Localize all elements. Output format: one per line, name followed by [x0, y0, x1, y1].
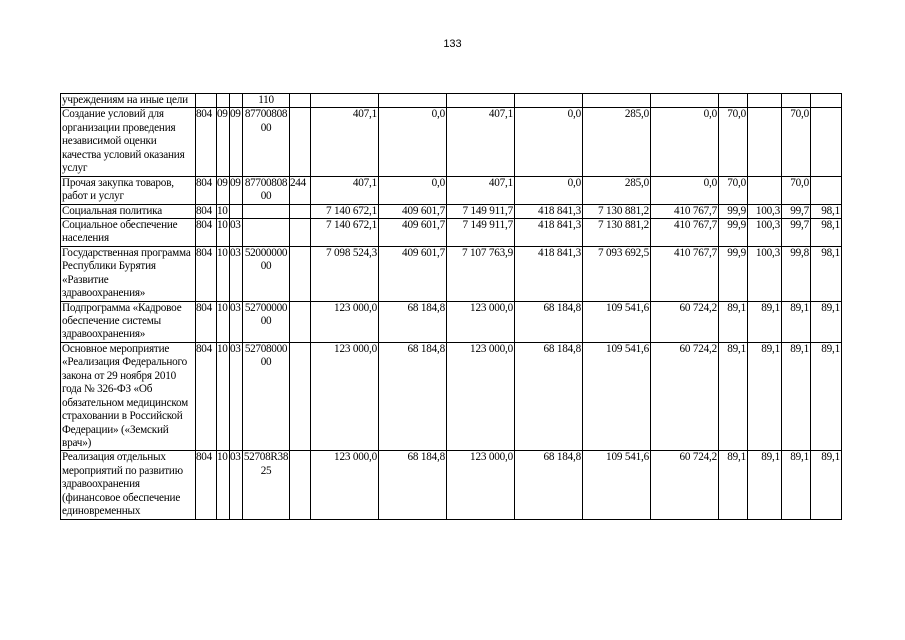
target-article-code-cell: 5270800000 [243, 342, 290, 451]
percent-plan-total-cell: 99,7 [782, 218, 811, 246]
percent-approved-total-cell: 99,9 [719, 204, 748, 218]
plan-total-cell: 123 000,0 [447, 342, 515, 451]
table-row [61, 451, 842, 519]
approved-federal-cell: 409 601,7 [379, 204, 447, 218]
grbs-code-cell [196, 94, 217, 108]
section-code-cell: 10 [217, 204, 228, 217]
table-row [61, 246, 842, 301]
percent-approved-federal-cell: 89,1 [748, 301, 782, 342]
section-code-cell: 10 [217, 218, 230, 246]
percent-plan-federal-cell [811, 94, 842, 108]
table-row [61, 176, 842, 204]
percent-plan-total-cell: 89,1 [782, 342, 811, 451]
subsection-code-cell [230, 94, 243, 108]
approved-federal-cell: 409 601,7 [379, 246, 447, 301]
table-row [61, 204, 842, 218]
expense-type-code-cell [290, 218, 311, 246]
approved-federal-cell [379, 94, 447, 108]
executed-federal-cell [651, 94, 719, 108]
percent-plan-total-cell: 70,0 [782, 176, 811, 204]
percent-approved-total-cell: 99,9 [719, 218, 748, 246]
executed-total-cell: 109 541,6 [583, 301, 651, 342]
table-row [61, 342, 842, 451]
subsection-code-cell [230, 204, 243, 218]
executed-federal-cell: 410 767,7 [651, 246, 719, 301]
executed-federal-cell: 410 767,7 [651, 204, 719, 218]
executed-total-cell: 285,0 [583, 176, 651, 204]
plan-total-cell: 7 107 763,9 [447, 246, 515, 301]
executed-federal-cell: 60 724,2 [651, 451, 719, 519]
percent-approved-federal-cell [748, 176, 782, 204]
target-article-code-cell: 110 [243, 94, 290, 108]
approved-total-cell: 7 140 672,1 [311, 218, 379, 246]
grbs-code-cell: 804 [196, 342, 217, 451]
approved-total-cell: 407,1 [311, 108, 379, 176]
executed-federal-cell: 0,0 [651, 176, 719, 204]
table-row [61, 94, 842, 108]
plan-federal-cell: 68 184,8 [515, 342, 583, 451]
row-name-cell: Реализация отдельных мероприятий по развитию здравоохранения (финансовое обеспечение единовременных [61, 451, 196, 519]
target-article-code-cell: 8770080800 [243, 108, 290, 176]
subsection-code-cell: 03 [230, 451, 243, 519]
percent-plan-total-cell: 99,7 [782, 204, 811, 218]
approved-total-cell [311, 94, 379, 108]
table-row [61, 108, 842, 176]
percent-approved-total-cell: 99,9 [719, 246, 748, 301]
grbs-code-cell: 804 [196, 451, 217, 519]
percent-plan-total-cell: 70,0 [782, 108, 811, 176]
expense-type-code-cell [290, 94, 311, 108]
row-name-cell: Социальное обеспечение населения [61, 218, 196, 246]
executed-total-cell: 285,0 [583, 108, 651, 176]
percent-plan-federal-cell: 98,1 [811, 218, 842, 246]
percent-approved-total-cell [719, 94, 748, 108]
approved-federal-cell: 68 184,8 [379, 451, 447, 519]
grbs-code-cell: 804 [196, 204, 217, 218]
row-name-cell: Социальная политика [61, 204, 196, 218]
executed-total-cell: 7 093 692,5 [583, 246, 651, 301]
budget-table [60, 93, 842, 520]
percent-approved-total-cell: 70,0 [719, 108, 748, 176]
row-name-cell: Государственная программа Республики Бурятия «Развитие здравоохранения» [61, 246, 196, 301]
expense-type-code-cell: 244 [290, 176, 311, 204]
expense-type-code-cell [290, 301, 311, 342]
percent-approved-federal-cell: 89,1 [748, 451, 782, 519]
percent-plan-federal-cell: 89,1 [811, 342, 842, 451]
grbs-code-cell: 804 [196, 176, 217, 204]
target-article-code-cell: 5270000000 [243, 301, 290, 342]
percent-plan-federal-cell: 98,1 [811, 204, 842, 218]
plan-total-cell: 7 149 911,7 [447, 204, 515, 218]
executed-federal-cell: 60 724,2 [651, 342, 719, 451]
subsection-code-cell: 03 [230, 342, 243, 451]
percent-plan-federal-cell [811, 108, 842, 176]
percent-approved-federal-cell [748, 108, 782, 176]
approved-federal-cell: 0,0 [379, 108, 447, 176]
row-name-cell: Основное мероприятие «Реализация Федерального закона от 29 ноября 2010 года № 326-ФЗ «Об обязательном медицинском страховании в Российской Федерации» («Земский врач») [61, 342, 196, 451]
grbs-code-cell: 804 [196, 246, 217, 301]
percent-plan-federal-cell [811, 176, 842, 204]
table-row [61, 301, 842, 342]
section-code-cell: 09 [217, 176, 230, 204]
plan-federal-cell: 418 841,3 [515, 246, 583, 301]
percent-plan-federal-cell: 89,1 [811, 301, 842, 342]
subsection-code-cell: 09 [230, 176, 243, 204]
approved-total-cell: 123 000,0 [311, 451, 379, 519]
subsection-code-cell: 03 [230, 218, 243, 246]
executed-federal-cell: 0,0 [651, 108, 719, 176]
percent-approved-total-cell: 89,1 [719, 451, 748, 519]
executed-total-cell: 109 541,6 [583, 342, 651, 451]
expense-type-code-cell [290, 451, 311, 519]
plan-federal-cell [515, 94, 583, 108]
percent-approved-total-cell: 89,1 [719, 342, 748, 451]
plan-total-cell: 407,1 [447, 176, 515, 204]
plan-total-cell: 123 000,0 [447, 301, 515, 342]
executed-federal-cell: 410 767,7 [651, 218, 719, 246]
row-name-cell: Создание условий для организации проведения независимой оценки качества условий оказания услуг [61, 108, 196, 176]
target-article-code-cell [243, 204, 290, 218]
grbs-code-cell: 804 [196, 108, 217, 176]
plan-federal-cell: 418 841,3 [515, 218, 583, 246]
percent-approved-federal-cell: 100,3 [748, 218, 782, 246]
row-name-cell: учреждениям на иные цели [61, 94, 196, 108]
page-number: 133 [443, 38, 462, 50]
percent-approved-total-cell: 70,0 [719, 176, 748, 204]
table-row [61, 218, 842, 246]
approved-total-cell: 7 140 672,1 [311, 204, 379, 218]
approved-total-cell: 7 098 524,3 [311, 246, 379, 301]
approved-federal-cell: 68 184,8 [379, 301, 447, 342]
percent-approved-federal-cell: 100,3 [748, 246, 782, 301]
row-name-cell: Подпрограмма «Кадровое обеспечение системы здравоохранения» [61, 301, 196, 342]
expense-type-code-cell [290, 108, 311, 176]
plan-federal-cell: 68 184,8 [515, 301, 583, 342]
section-code-cell: 10 [217, 342, 230, 451]
percent-plan-federal-cell: 89,1 [811, 451, 842, 519]
grbs-code-cell: 804 [196, 301, 217, 342]
plan-total-cell [447, 94, 515, 108]
plan-federal-cell: 68 184,8 [515, 451, 583, 519]
approved-federal-cell: 409 601,7 [379, 218, 447, 246]
plan-federal-cell: 0,0 [515, 108, 583, 176]
subsection-code-cell: 03 [230, 246, 243, 301]
plan-federal-cell: 0,0 [515, 176, 583, 204]
percent-plan-federal-cell: 98,1 [811, 246, 842, 301]
approved-federal-cell: 0,0 [379, 176, 447, 204]
percent-approved-federal-cell: 89,1 [748, 342, 782, 451]
expense-type-code-cell [290, 204, 311, 218]
executed-total-cell [583, 94, 651, 108]
target-article-code-cell: 8770080800 [243, 176, 290, 204]
approved-total-cell: 407,1 [311, 176, 379, 204]
subsection-code-cell: 09 [230, 108, 243, 176]
approved-total-cell: 123 000,0 [311, 342, 379, 451]
table-body [61, 94, 842, 520]
plan-federal-cell: 418 841,3 [515, 204, 583, 218]
percent-plan-total-cell: 89,1 [782, 301, 811, 342]
expense-type-code-cell [290, 246, 311, 301]
grbs-code-cell: 804 [196, 218, 217, 246]
percent-approved-federal-cell [748, 94, 782, 108]
section-code-cell: 10 [217, 451, 230, 519]
section-code-cell: 10 [217, 301, 230, 342]
section-code-cell [217, 94, 230, 108]
percent-plan-total-cell: 99,8 [782, 246, 811, 301]
executed-total-cell: 7 130 881,2 [583, 204, 651, 218]
plan-total-cell: 7 149 911,7 [447, 218, 515, 246]
section-code-cell: 10 [217, 246, 230, 301]
percent-approved-federal-cell: 100,3 [748, 204, 782, 218]
plan-total-cell: 123 000,0 [447, 451, 515, 519]
executed-total-cell: 7 130 881,2 [583, 218, 651, 246]
percent-plan-total-cell: 89,1 [782, 451, 811, 519]
target-article-code-cell: 5200000000 [243, 246, 290, 301]
subsection-code-cell: 03 [230, 301, 243, 342]
approved-total-cell: 123 000,0 [311, 301, 379, 342]
percent-plan-total-cell [782, 94, 811, 108]
expense-type-code-cell [290, 342, 311, 451]
percent-approved-total-cell: 89,1 [719, 301, 748, 342]
executed-total-cell: 109 541,6 [583, 451, 651, 519]
target-article-code-cell: 52708R3825 [243, 451, 290, 519]
section-code-cell: 09 [217, 108, 230, 176]
row-name-cell: Прочая закупка товаров, работ и услуг [61, 176, 196, 204]
plan-total-cell: 407,1 [447, 108, 515, 176]
executed-federal-cell: 60 724,2 [651, 301, 719, 342]
target-article-code-cell [243, 218, 290, 246]
approved-federal-cell: 68 184,8 [379, 342, 447, 451]
